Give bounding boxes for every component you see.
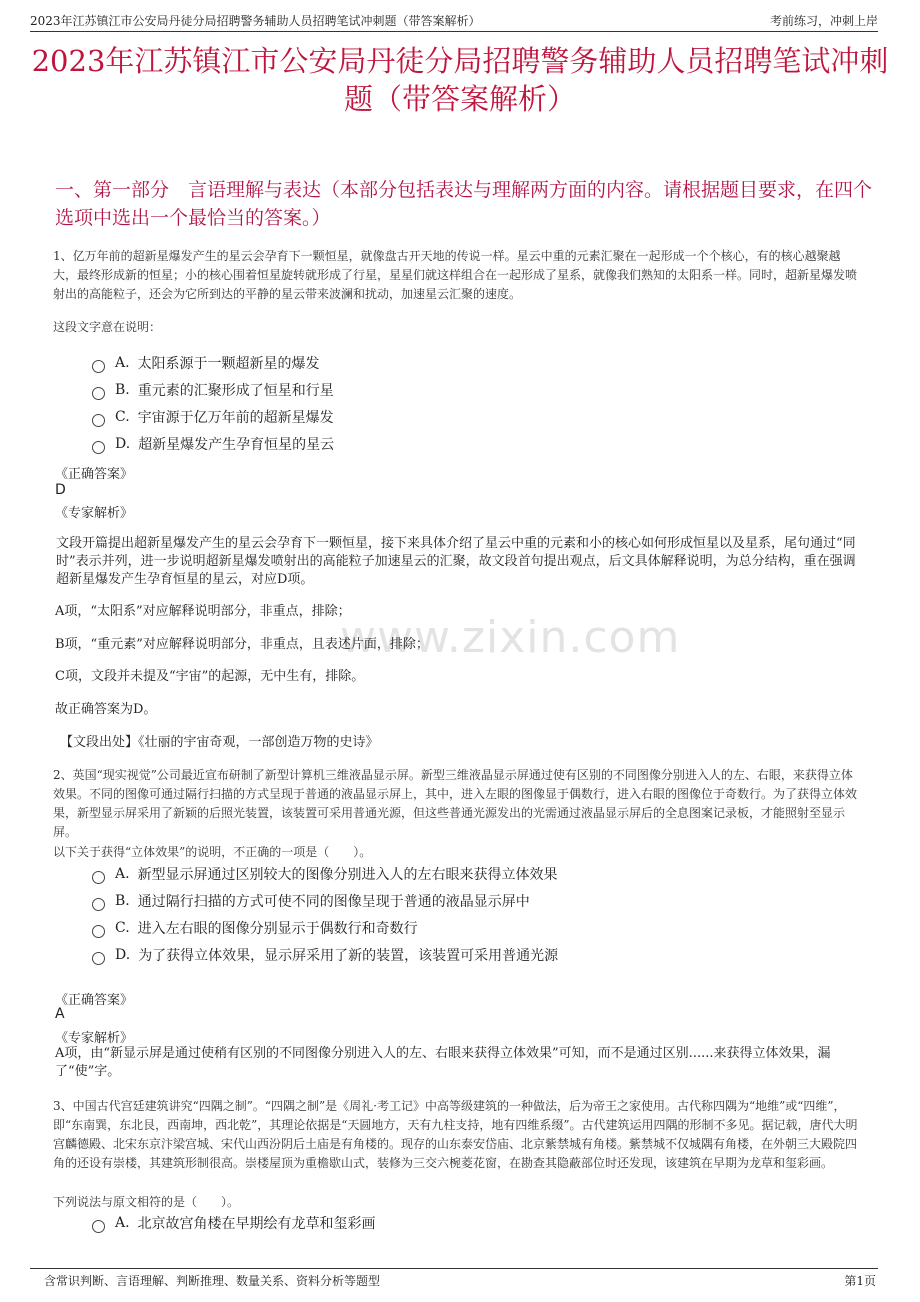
radio-icon[interactable] [92, 898, 105, 911]
radio-icon[interactable] [92, 871, 105, 884]
q2-option-a[interactable] [92, 863, 558, 885]
option-letter: A. [115, 1215, 130, 1231]
option-letter: C. [115, 409, 130, 425]
option-letter: A. [115, 866, 130, 882]
header-right-text: 考前练习，冲刺上岸 [769, 14, 878, 28]
option-text: 进入左右眼的图像分别显示于偶数行和奇数行 [137, 921, 418, 937]
option-text: 重元素的汇聚形成了恒星和行星 [137, 383, 334, 399]
q2-answer-value: A [55, 1006, 65, 1022]
option-letter: C. [115, 920, 130, 936]
option-text: 宇宙源于亿万年前的超新星爆发 [137, 410, 334, 426]
page-header [0, 0, 920, 34]
q1-option-c[interactable] [92, 406, 334, 428]
option-letter: D. [115, 947, 131, 963]
q1-option-a[interactable] [92, 352, 320, 374]
q1-answer-label: 《正确答案》 [55, 467, 134, 482]
option-text: 太阳系源于一颗超新星的爆发 [137, 356, 320, 372]
watermark: www.zixin.com [340, 612, 681, 663]
radio-icon[interactable] [92, 441, 105, 454]
radio-icon[interactable] [92, 387, 105, 400]
footer-left-text: 含常识判断、言语理解、判断推理、数量关系、资料分析等题型 [44, 1274, 381, 1288]
q1-option-d[interactable] [92, 433, 334, 455]
q1-analysis-paragraph: 文段开篇提出超新星爆发产生的星云会孕育下一颗恒星，接下来具体介绍了星云中重的元素和小的核心如何形成恒星以及星系，尾句通过“同时”表示并列，进一步说明超新星爆发喷射出的高能粒子加速星云的汇聚，故文段首句提出观点，后文具体解释说明，为总分结构，重在强调超新星爆发产生孕育恒星的星云，对应D项。 [56, 536, 856, 587]
q1-answer-value: D [55, 482, 66, 498]
radio-icon[interactable] [92, 360, 105, 373]
q1-option-b[interactable] [92, 379, 334, 401]
q2-option-c[interactable] [92, 917, 418, 939]
page-title: 2023年江苏镇江市公安局丹徒分局招聘警务辅助人员招聘笔试冲刺题（带答案解析） [31, 44, 889, 116]
section-heading: 一、第一部分 言语理解与表达（本部分包括表达与理解两方面的内容。请根据题目要求，在四个选项中选出一个最恰当的答案。） [55, 179, 873, 229]
footer-divider [30, 1268, 878, 1269]
q1-prompt: 这段文字意在说明： [53, 320, 162, 334]
radio-icon[interactable] [92, 414, 105, 427]
q3-text: 3、中国古代宫廷建筑讲究“四隅之制”。“四隅之制”是《周礼·考工记》中高等级建筑的一种做法，后为帝王之家使用。古代称四隅为“地维”或“四维”，即“东南巽，东北艮，西南坤，西北乾”，其理论依据是“天圆地方，天有九柱支持，地有四维系缀”。古代建筑运用四隅的形制不多见。据记载，唐代大明宫麟德殿、北宋东京汴梁宫城、宋代山西汾阴后土庙是有角楼的。现存的山东泰安岱庙、北京紫禁城有角楼。紫禁城不仅城隅有角楼，在外朝三大殿院四角的还设有崇楼，其建筑形制很高。崇楼屋顶为重檐歇山式，装修为三交六椀菱花窗，在勘查其隐蔽部位时还发现，该建筑在早期为龙草和玺彩画。 [53, 1099, 858, 1170]
option-text: 超新星爆发产生孕育恒星的星云 [138, 437, 335, 453]
q2-analysis: A项，由“新显示屏是通过使稍有区别的不同图像分别进入人的左、右眼来获得立体效果”可知，而不是通过区别......来获得立体效果，漏了“使”字。 [55, 1046, 831, 1079]
header-divider [30, 31, 878, 32]
q3-option-a[interactable] [92, 1212, 376, 1234]
option-text: 新型显示屏通过区别较大的图像分别进入人的左右眼来获得立体效果 [137, 867, 558, 883]
q2-option-b[interactable] [92, 890, 530, 912]
option-letter: B. [115, 382, 130, 398]
radio-icon[interactable] [92, 952, 105, 965]
page-number: 第1页 [844, 1274, 876, 1288]
q3-prompt: 下列说法与原文相符的是（ ）。 [53, 1195, 240, 1209]
radio-icon[interactable] [92, 925, 105, 938]
q1-analysis-option-b: B项，“重元素”对应解释说明部分，非重点，且表述片面，排除； [55, 637, 429, 652]
option-letter: D. [115, 436, 131, 452]
option-letter: A. [115, 355, 130, 371]
q1-text: 1、亿万年前的超新星爆发产生的星云会孕育下一颗恒星，就像盘古开天地的传说一样。星云中重的元素汇聚在一起形成一个个核心，有的核心越聚越大，最终形成新的恒星；小的核心围着恒星旋转就形成了行星，星星们就这样组合在一起形成了星系，就像我们熟知的太阳系一样。同时，超新星爆发喷射出的高能粒子，还会为它所到达的平静的星云带来波澜和扰动，加速星云汇聚的速度。 [53, 249, 858, 301]
q1-analysis-option-c: C项，文段并未提及“宇宙”的起源，无中生有，排除。 [55, 669, 365, 684]
option-text: 通过隔行扫描的方式可使不同的图像呈现于普通的液晶显示屏中 [137, 894, 530, 910]
option-letter: B. [115, 893, 130, 909]
q2-prompt: 以下关于获得“立体效果”的说明，不正确的一项是（ ）。 [53, 845, 372, 859]
q2-option-d[interactable] [92, 944, 558, 966]
q1-analysis-option-a: A项，“太阳系”对应解释说明部分，非重点，排除； [55, 604, 351, 619]
q2-text: 2、英国“现实视觉”公司最近宣布研制了新型计算机三维液晶显示屏。新型三维液晶显示屏通过使有区别的不同图像分别进入人的左、右眼，来获得立体效果。不同的图像可通过隔行扫描的方式呈现于普通的液晶显示屏上，其中，进入左眼的图像显于偶数行，进入右眼的图像位于奇数行。为了获得立体效果，新型显示屏采用了新颖的后照光装置，该装置可采用普通光源，但这些普通光源发出的光需通过液晶显示屏后的全息图案记录板，才能照射至显示屏。 [53, 768, 858, 839]
radio-icon[interactable] [92, 1220, 105, 1233]
q1-analysis-label: 《专家解析》 [55, 506, 134, 521]
q1-analysis-conclusion: 故正确答案为D。 [55, 702, 157, 717]
q2-analysis-label: 《专家解析》 [55, 1031, 134, 1046]
option-text: 北京故宫角楼在早期绘有龙草和玺彩画 [137, 1216, 376, 1232]
q2-answer-label: 《正确答案》 [55, 993, 134, 1008]
header-left-text: 2023年江苏镇江市公安局丹徒分局招聘警务辅助人员招聘笔试冲刺题（带答案解析） [30, 14, 481, 28]
option-text: 为了获得立体效果，显示屏采用了新的装置，该装置可采用普通光源 [138, 948, 559, 964]
q1-source: 【文段出处】《壮丽的宇宙奇观，一部创造万物的史诗》 [60, 735, 379, 750]
